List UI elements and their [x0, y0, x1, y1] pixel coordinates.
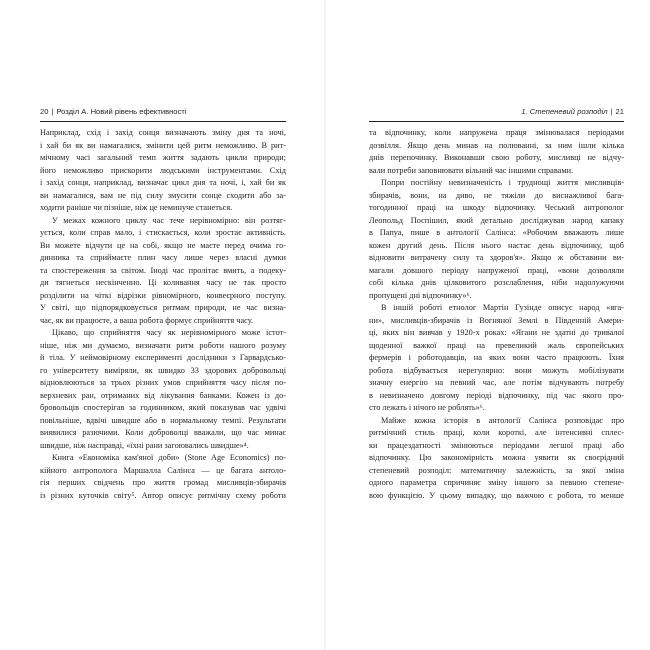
text-line: Майже кожна історія в антології Салінса розповідає про — [381, 415, 624, 425]
text-line: ритмічний стиль праці, коли короткі, але інтенсивні сплес- — [369, 428, 624, 437]
text-line: Цікаво, що сприйняття часу як нерівномірного може істот- — [52, 328, 286, 337]
paragraph — [40, 327, 286, 452]
text-line: Леопольд Поспішил, який детально досліджував народ капаку — [369, 215, 624, 225]
text-line: із різних куточків світу⁵. Автор описує ритмічну схему роботи — [40, 490, 286, 500]
text-line: повільніше, вдвічі швидше або в нормальному темпі. Результати — [40, 415, 286, 425]
text-line: швидше, ніж насправді, «їхні рани загоювались швидше»⁴. — [40, 440, 249, 450]
text-line: го університету виміряли, як швидко 33 здорових добровольці — [40, 365, 286, 375]
text-line: Наприклад, схід і захід сонця визначають зміну дня та ночі, — [40, 128, 286, 137]
paragraph — [369, 127, 624, 177]
text-line: чає, як ви працюєте, а ваша робота формує сприйняття часу. — [40, 315, 254, 325]
paragraph — [369, 177, 624, 302]
chapter-title: 1. Степеневий розподіл — [521, 107, 608, 116]
right-page — [325, 0, 650, 650]
text-line: його неможливо прискорити людськими інструментами. Схід — [40, 165, 286, 175]
text-line: відновити витрачену силу та здоров'я». Якщо ж обставини ви- — [369, 253, 624, 262]
text-line: вою функцією. У цьому випадку, що важчою є робота, то менше — [369, 490, 624, 500]
paragraph — [369, 302, 624, 415]
text-line: в невизначено довгому періоді відпочинку, під час якого про- — [369, 390, 624, 400]
text-line: бровольців спостерігав за годинником, який показував час удвічі — [40, 403, 286, 412]
paragraph — [40, 127, 286, 215]
text-line: верхневих ран, отриманих від лікування банками. Кожен із до- — [40, 390, 286, 400]
text-line: мічному часі загальний темп життя задають цикли природи; — [40, 153, 286, 162]
running-head-right — [521, 107, 624, 117]
body-text — [369, 127, 624, 502]
text-line: тогодинної праці на шкоду відпочинку. Чеський антрополог — [369, 203, 624, 212]
text-line: та спостереження за світом. Іноді час пролітає вмить, а подеку- — [40, 265, 286, 275]
text-line: кійного антрополога Маршалла Салінса — це багата антоло- — [40, 465, 286, 475]
text-line: в Папуа, пише в антології Салінса: «Робочим вважають лише — [369, 228, 624, 237]
paragraph — [40, 452, 286, 502]
text-line: динника та сприймаєте плин часу лише через власні думки — [40, 253, 286, 262]
text-line: й тіла. У неймовірному експерименті дослідники з Гарвардсько- — [40, 353, 286, 362]
paragraph — [40, 215, 286, 328]
page-number: 21 — [615, 107, 624, 116]
header-rule — [369, 121, 624, 122]
text-line: кожен другий день. Після нього настає день відпочинку, щоб — [369, 240, 624, 250]
text-line: та відпочинку, коли напружена праця змінювалася періодами — [369, 128, 624, 137]
text-line: ніше, ніж ми думаємо, визначати ритм роботи нашого розуму — [40, 340, 286, 350]
text-line: гія перших свідчень про життя громад мисливців-збирачів — [40, 478, 286, 487]
body-text — [40, 127, 286, 502]
running-head-separator: | — [51, 107, 54, 116]
text-line: пропущені дні відпочинку»⁶. — [369, 290, 472, 300]
text-line: В іншій роботі етнолог Мартін Гузінде описує народ «яга- — [381, 303, 624, 312]
text-line: ни», мисливців-збирачів із Вогняної Землі в Південній Амери- — [369, 315, 624, 325]
text-line: ходити раніше чи пізніше, ніж це неминуче станеться. — [40, 203, 233, 212]
text-line: У межах кожного циклу час тече нерівномірно: він розтяг- — [52, 215, 286, 225]
text-line: щоденної важкої праці на превеликий жаль європейських — [369, 340, 624, 350]
text-line: Книга «Економіка кам'яної доби» (Stone Age Economics) по- — [52, 453, 286, 462]
text-line: розділити на чіткі відрізки рівномірного, конвеєрного поступу. — [40, 290, 286, 300]
text-line: значну енергію на певний час, але потім відчувають потребу — [369, 378, 624, 387]
text-line: робота відбувається нерегулярно: вони можуть мобілізувати — [369, 365, 624, 375]
text-line: днів перепочинку. Виконавши свою роботу, мисливці не відчу- — [369, 153, 624, 162]
text-line: магали довшого періоду напруженої праці, «вони дозволяли — [369, 265, 624, 275]
text-line: і хай би як ви намагалися, змінити цей ритм неможливо. В рит- — [40, 140, 286, 150]
running-head-separator: | — [610, 107, 613, 116]
text-line: дозвілля. Якщо день минав на полюванні, за ним ішли кілька — [369, 140, 624, 150]
text-line: виявилися разючими. Коли доброволці вважали, що час минає — [40, 428, 286, 437]
text-line: відновлюються за трьох різних умов сприйняття часу після по- — [40, 378, 286, 387]
text-line: відпочинку. Цю закономірність можна уявити як своєрідний — [369, 453, 624, 462]
page-number: 20 — [40, 107, 49, 116]
text-line: собі кілька днів цілковитого розслаблення, ніби надолужуючи — [369, 278, 624, 287]
text-line: Попри постійну невизначеність і труднощі життя мисливців- — [381, 178, 624, 187]
text-line: степеневий розподіл: математичну залежність, за якої зміна — [369, 465, 624, 475]
running-head-left — [40, 107, 186, 117]
text-line: ки працездатності змінюються періодами легшої праці або — [369, 440, 624, 450]
text-line: У світі, що підпорядковується ритмам природи, не час визна- — [40, 303, 286, 312]
text-line: збирачів, вони, на диво, не тяжіли до виснажливої бага- — [369, 190, 624, 200]
text-line: Ви можете відчути це на собі, якщо не маєте перед очима го- — [40, 240, 286, 250]
text-line: ви намагалися, вам не під силу змусити сонце сходити або за- — [40, 190, 286, 200]
header-rule — [40, 121, 286, 122]
text-line: і захід сонця, наприклад, визначає цикл дня та ночі, і, хай би як — [40, 178, 286, 187]
text-line: фермерів і роботодавців, на яких вони часто працюють. Їхня — [369, 353, 624, 362]
text-line: ди тягнеться нескінченно. Ці коливання часу не так просто — [40, 278, 286, 287]
section-title: Розділ А. Новий рівень ефективності — [56, 107, 187, 116]
text-line: одного параметра спричиняє зміну іншого за певною степене- — [369, 478, 624, 487]
paragraph — [369, 415, 624, 503]
text-line: ується, коли справ мало, і стискається, коли зростає активність. — [40, 228, 286, 237]
text-line: вали потреби заповнювати вільний час іншими справами. — [369, 165, 574, 175]
text-line: сто лежать і нічого не роблять»⁶. — [369, 403, 485, 412]
text-line: ці, яких він вивчав у 1920-х роках: «Ягани не здатні до тривалої — [369, 328, 624, 337]
